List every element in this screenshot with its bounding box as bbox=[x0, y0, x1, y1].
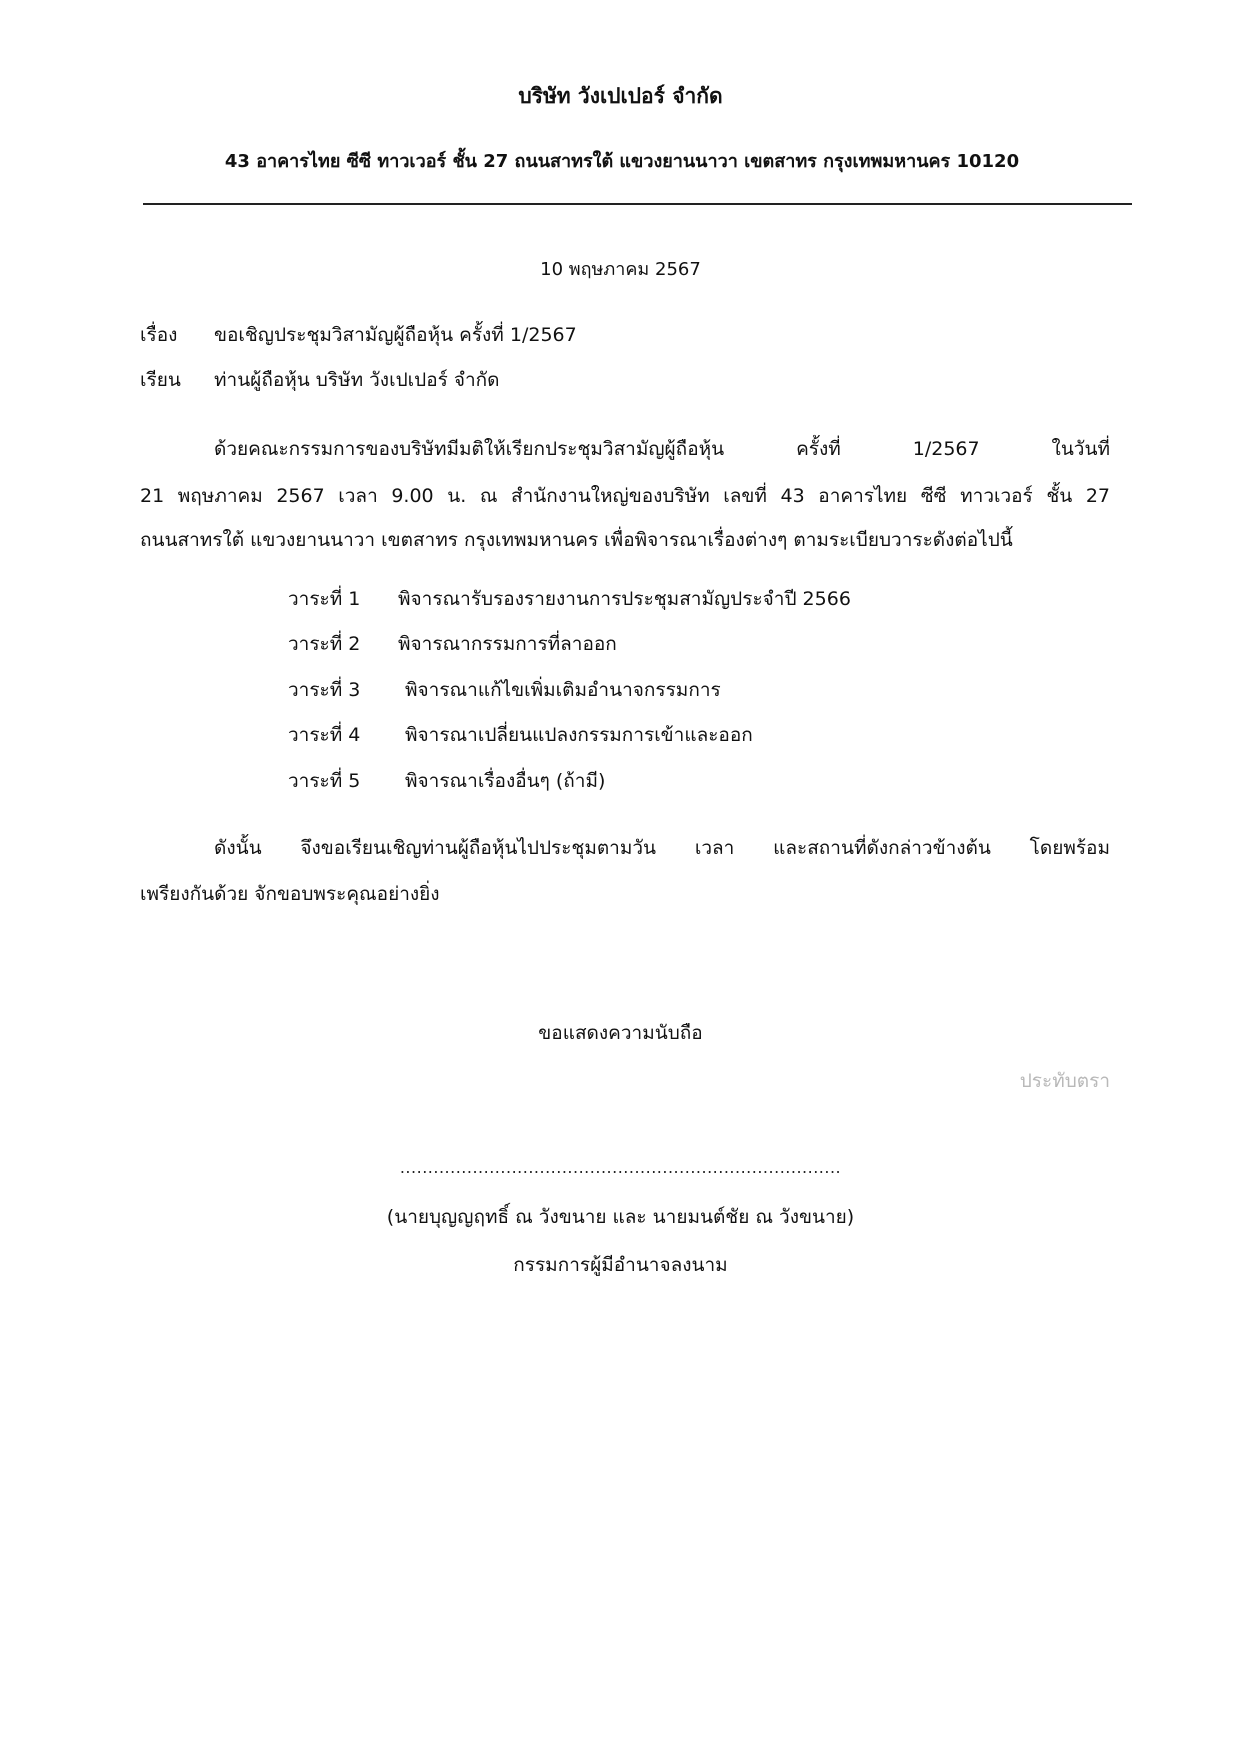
subject-text: ขอเชิญประชุมวิสามัญผู้ถือหุ้น ครั้งที่ 1/2567 bbox=[214, 324, 577, 346]
recipient-text: ท่านผู้ถือหุ้น บริษัท วังเปเปอร์ จำกัด bbox=[214, 369, 500, 391]
agenda-text: พิจารณาเรื่องอื่นๆ (ถ้ามี) bbox=[405, 770, 606, 792]
agenda-number: วาระที่ 5 bbox=[288, 770, 361, 792]
paragraph-1-line-2: 21 พฤษภาคม 2567 เวลา 9.00 น. ณ สำนักงานใหญ่ของบริษัท เลขที่ 43 อาคารไทย ซีซี ทาวเวอร์ ชั้น 27 bbox=[140, 485, 1110, 507]
signatory-names: (นายบุญญฤทธิ์ ณ วังขนาย และ นายมนต์ชัย ณ วังขนาย) bbox=[386, 1206, 855, 1228]
paragraph-1-line-1: ด้วยคณะกรรมการของบริษัทมีมติให้เรียกประชุมวิสามัญผู้ถือหุ้น ครั้งที่ 1/2567 ในวันที่ bbox=[214, 438, 1110, 460]
signature-line: ............................................................................... bbox=[399, 1158, 842, 1177]
agenda-number: วาระที่ 1 bbox=[288, 588, 361, 610]
agenda-number: วาระที่ 2 bbox=[288, 633, 361, 655]
signatory-title: กรรมการผู้มีอำนาจลงนาม bbox=[513, 1254, 728, 1276]
header-divider bbox=[143, 203, 1132, 205]
closing-phrase: ขอแสดงความนับถือ bbox=[538, 1022, 703, 1044]
paragraph-1-line-3: ถนนสาทรใต้ แขวงยานนาวา เขตสาทร กรุงเทพมหานคร เพื่อพิจารณาเรื่องต่างๆ ตามระเบียบวาระดังต่อไปนี้ bbox=[140, 529, 1013, 551]
recipient-label: เรียน bbox=[140, 369, 181, 391]
agenda-text: พิจารณากรรมการที่ลาออก bbox=[398, 633, 617, 655]
agenda-text: พิจารณาเปลี่ยนแปลงกรรมการเข้าและออก bbox=[405, 724, 753, 746]
paragraph-2-line-1: ดังนั้น จึงขอเรียนเชิญท่านผู้ถือหุ้นไปประชุมตามวัน เวลา และสถานที่ดังกล่าวข้างต้น โดยพร้อม bbox=[214, 837, 1110, 859]
company-name: บริษัท วังเปเปอร์ จำกัด bbox=[518, 84, 723, 108]
letter-date: 10 พฤษภาคม 2567 bbox=[540, 259, 701, 280]
company-address: 43 อาคารไทย ซีซี ทาวเวอร์ ชั้น 27 ถนนสาทรใต้ แขวงยานนาวา เขตสาทร กรุงเทพมหานคร 10120 bbox=[224, 151, 1020, 172]
subject-label: เรื่อง bbox=[140, 324, 178, 346]
agenda-text: พิจารณาแก้ไขเพิ่มเติมอำนาจกรรมการ bbox=[405, 679, 721, 701]
agenda-text: พิจารณารับรองรายงานการประชุมสามัญประจำปี 2566 bbox=[398, 588, 851, 610]
paragraph-2-line-2: เพรียงกันด้วย จักขอบพระคุณอย่างยิ่ง bbox=[140, 883, 440, 905]
agenda-number: วาระที่ 4 bbox=[288, 724, 361, 746]
stamp-placeholder: ประทับตรา bbox=[1019, 1070, 1110, 1092]
agenda-number: วาระที่ 3 bbox=[288, 679, 361, 701]
